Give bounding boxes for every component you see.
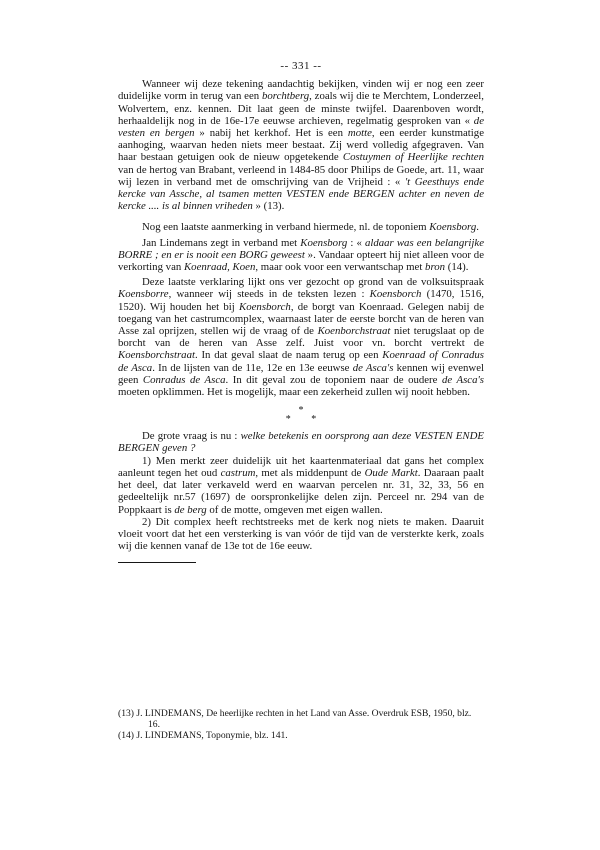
text-segment: niet terugslaat op de borcht van de heren van Asse zelf. Juist voor vn. borcht vertrekt de	[118, 325, 484, 350]
text-segment: : «	[347, 236, 365, 249]
separator-row: * *	[285, 414, 317, 426]
italic-text: Koensborch	[239, 300, 291, 313]
text-segment: (14).	[445, 261, 469, 274]
text-segment: , maar ook voor een verwantschap met	[255, 261, 426, 274]
text-segment: kennen wij evenwel geen	[118, 361, 485, 386]
text-segment: of de motte, omgeven met eigen wallen.	[206, 503, 383, 516]
text-segment: (1470, 1516, 1520). Wij houden het bij	[118, 288, 484, 313]
text-segment: Deze laatste verklaring lijkt ons ver gezocht op grond van de volksuitspraak	[142, 276, 484, 289]
paragraph-8	[118, 516, 484, 553]
text-segment: moeten opklimmen. Het is mogelijk, maar een zekerheid zullen wij nooit hebben.	[118, 386, 470, 399]
italic-text: castrum	[220, 466, 256, 479]
section-separator	[118, 406, 484, 424]
paragraph-2	[118, 221, 484, 233]
text-segment: van de hertog van Brabant, verleend in 1484-85 door Philips de Goede, art. 11, waar wij lezen in verband met de omschrijving van de Vrijheid : «	[118, 163, 484, 188]
italic-text: 't Geesthuys ende kercke van Assche, al tsamen metten VESTEN ende BERGEN achter en neven de kercke .... is al binnen vriheden	[118, 175, 484, 213]
italic-text: Koensborchstraat	[118, 349, 195, 362]
italic-text: Costuymen of Heerlijke rechten	[342, 151, 484, 164]
italic-text: de Asca's	[352, 361, 394, 374]
text-segment: Nog een laatste aanmerking in verband hiermede, nl. de toponiem	[142, 221, 430, 234]
italic-text: motte	[347, 127, 372, 140]
paragraph-6	[118, 430, 484, 454]
italic-text: Koensborg	[429, 221, 477, 234]
italic-text: Koenraad, Koen	[183, 261, 256, 274]
text-segment: Wanneer wij deze tekening aandachtig bekijken, vinden wij er nog een zeer duidelijke vorm in terug van een	[118, 78, 484, 103]
text-segment: ». Vandaar opteert hij niet alleen voor de verkorting van	[118, 248, 484, 274]
paragraph-4	[118, 276, 484, 398]
text-segment: , de borgt van Koenraad. Gelegen nabij de toegang van het castrumcomplex, waarnaast later de eerste borcht van de heren van Asse zal oprijzen, stellen wij de vraag of de	[118, 300, 484, 338]
text-segment: » (13).	[252, 200, 285, 213]
text-segment: » nabij het kerkhof. Het is een	[194, 127, 348, 140]
page-body	[118, 60, 484, 563]
text-segment: . In dit geval zou de toponiem naar de oudere	[225, 373, 442, 386]
italic-text: aldaar was een belangrijke BORRE ; en er is nooit een BORG geweest	[118, 236, 484, 261]
text-segment: 2) Dit complex heeft rechtstreeks met de kerk nog niets te maken. Daaruit vloeit voort dat het een versterking is van vóór de tijd van de versterkte kerk, zoals wij die kennen vanaf de 13e tot de 16e eeuw.	[118, 515, 484, 553]
italic-text: borchtberg	[261, 90, 310, 103]
text-segment: . In dat geval slaat de naam terug op een	[194, 349, 383, 362]
italic-text: Koensborch	[369, 288, 422, 301]
paragraph-3	[118, 237, 484, 274]
separator-row: *	[298, 405, 304, 417]
footnote-14: (14) J. LINDEMANS, Toponymie, blz. 141.	[118, 730, 288, 741]
text-segment: , met als middenpunt de	[255, 466, 365, 479]
italic-text: Conradus de Asca	[142, 373, 226, 386]
italic-text: Koensborg	[300, 236, 348, 249]
paragraph-7	[118, 455, 484, 516]
text-segment: De grote vraag is nu :	[142, 430, 241, 443]
text-segment: , wanneer wij steeds in de teksten lezen :	[168, 288, 370, 301]
italic-text: Koenraad of Conradus de Asca	[118, 349, 484, 374]
text-segment: , zoals wij die te Merchtem, Londerzeel, Wolvertem, enz. kennen. Dit laat geen de minste twijfel. Daarenboven wordt, herhaaldelijk nog in de 16e-17e eeuwse archieven, regelmatig gesproken van «	[118, 90, 484, 127]
text-segment: . Daaraan paalt het deel, dat later verkaveld werd en waarvan percelen nr. 31, 32, 33, 56 en gedeeltelijk nr.57 (1697) de oorspronkelijke delen zijn. Perceel nr. 294 van de Poppkaart is	[118, 466, 484, 516]
italic-text: Koensborre	[118, 288, 169, 301]
footnote-13: (13) J. LINDEMANS, De heerlijke rechten in het Land van Asse. Overdruk ESB, 1950, blz. 16.	[118, 708, 472, 730]
italic-text: Oude Markt	[364, 466, 418, 479]
italic-text: de Asca's	[441, 373, 484, 386]
italic-text: de vesten en bergen	[118, 114, 484, 140]
text-segment: Jan Lindemans zegt in verband met	[142, 236, 301, 249]
italic-text: bron	[425, 261, 446, 274]
paragraph-1	[118, 78, 484, 212]
text-flow	[118, 78, 484, 552]
italic-text: de berg	[174, 503, 207, 516]
footnote-divider	[118, 562, 196, 563]
text-segment: . In de lijsten van de 11e, 12e en 13e eeuwse	[152, 361, 353, 374]
italic-text: welke betekenis en oorsprong aan deze VESTEN ENDE BERGEN geven ?	[118, 430, 484, 455]
text-segment: , een eerder kunstmatige aanhoging, waarvan heden niets meer bestaat. Zij werd volledig afgegraven. Van haar bestaan getuigen ook de nieuw opgetekende	[118, 127, 484, 164]
footnotes	[118, 708, 484, 741]
italic-text: Koenborchstraat	[317, 325, 391, 338]
text-segment: 1) Men merkt zeer duidelijk uit het kaartenmateriaal dat gans het complex aanleunt tegen het oud	[118, 454, 484, 479]
page-number: -- 331 --	[280, 60, 322, 72]
text-segment: .	[476, 221, 479, 234]
